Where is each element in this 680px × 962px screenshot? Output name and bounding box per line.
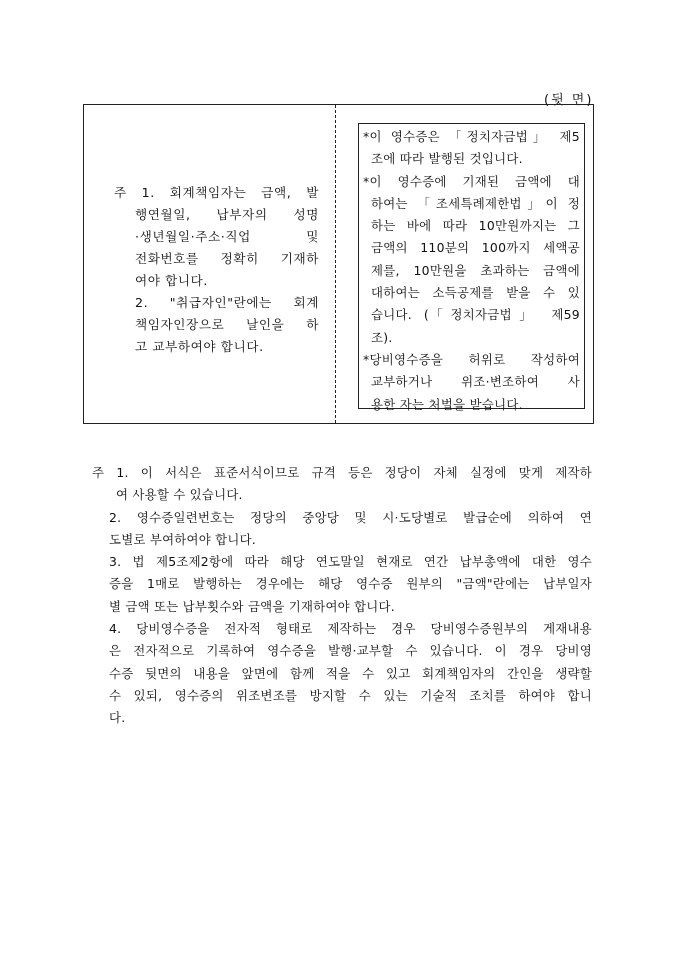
footer-notes <box>92 462 592 730</box>
notice-line: 하여는 「조세특례제한법」이 정 <box>371 195 580 211</box>
notice-line: 조에 따라 발행된 것입니다. <box>371 151 523 167</box>
footer-note-line: 수증 뒷면의 내용을 앞면에 함께 적을 수 있고 회계책임자의 간인을 생략할 <box>109 665 592 681</box>
left-note-line: 책임자인장으로 날인을 하 <box>135 317 319 332</box>
notice-line: 조). <box>371 329 393 345</box>
notice-line: 금액의 110분의 100까지 세액공 <box>371 240 580 256</box>
notice-line: *이 영수증에 기재된 금액에 대 <box>363 173 580 189</box>
footer-note-line: 여 사용할 수 있습니다. <box>116 487 243 503</box>
receipt-back-form <box>83 104 594 424</box>
notice-line: *당비영수증을 허위로 작성하여 <box>363 351 580 367</box>
page-side-label: (뒷 면) <box>544 93 594 108</box>
left-note-line: 2. "취급자인"란에는 회계 <box>135 295 319 310</box>
footer-note-line: 도별로 부여하여야 합니다. <box>109 531 256 547</box>
footer-note-line: 수 있되, 영수증의 위조변조를 방지할 수 있는 기술적 조치를 하여야 합니 <box>109 687 592 703</box>
left-note-line: ·생년월일·주소·직업 및 <box>135 229 319 244</box>
footer-note-line: 별 금액 또는 납부횟수와 금액을 기재하여야 합니다. <box>109 598 395 614</box>
perforation-divider <box>335 105 336 423</box>
footer-note-line: 증을 1매로 발행하는 경우에는 해당 영수증 원부의 "금액"란에는 납부일자 <box>109 576 592 592</box>
left-note-line: 행연월일, 납부자의 성명 <box>135 207 319 222</box>
footer-note-line: 주 1. 이 서식은 표준서식이므로 규격 등은 정당이 자체 실정에 맞게 제작하 <box>92 465 592 480</box>
footer-note-line: 다. <box>109 710 126 726</box>
left-note-line: 주 1. 회계책임자는 금액, 발 <box>114 185 319 200</box>
notice-line: 습니다. (「정치자금법」 제59 <box>371 307 580 323</box>
footer-note-line: 3. 법 제5조제2항에 따라 해당 연도말일 현재로 연간 납부총액에 대한 영수 <box>109 554 592 570</box>
footer-note-line: 2. 영수증일련번호는 정당의 중앙당 및 시·도당별로 발급순에 의하여 연 <box>109 509 592 525</box>
notice-line: 하는 바에 따라 10만원까지는 그 <box>371 218 580 234</box>
left-notes <box>114 182 319 358</box>
footer-note-line: 은 전자적으로 기록하여 영수증을 발행·교부할 수 있습니다. 이 경우 당비영 <box>109 643 592 659</box>
footer-note-line: 4. 당비영수증을 전자적 형태로 제작하는 경우 당비영수증원부의 게재내용 <box>109 621 592 637</box>
left-note-line: 전화번호를 정확히 기재하 <box>135 251 319 266</box>
left-note-line: 여야 합니다. <box>135 273 209 288</box>
notice-line: 용한 자는 처벌을 받습니다. <box>371 396 523 412</box>
notice-line: *이 영수증은 「정치자금법」 제5 <box>363 129 580 144</box>
notice-line: 교부하거나 위조·변조하여 사 <box>371 374 580 390</box>
notice-line: 대하여는 소득공제를 받을 수 있 <box>371 285 580 301</box>
notice-line: 제를, 10만원을 초과하는 금액에 <box>371 262 580 278</box>
left-note-line: 고 교부하여야 합니다. <box>135 339 264 354</box>
notice-box <box>358 123 585 412</box>
